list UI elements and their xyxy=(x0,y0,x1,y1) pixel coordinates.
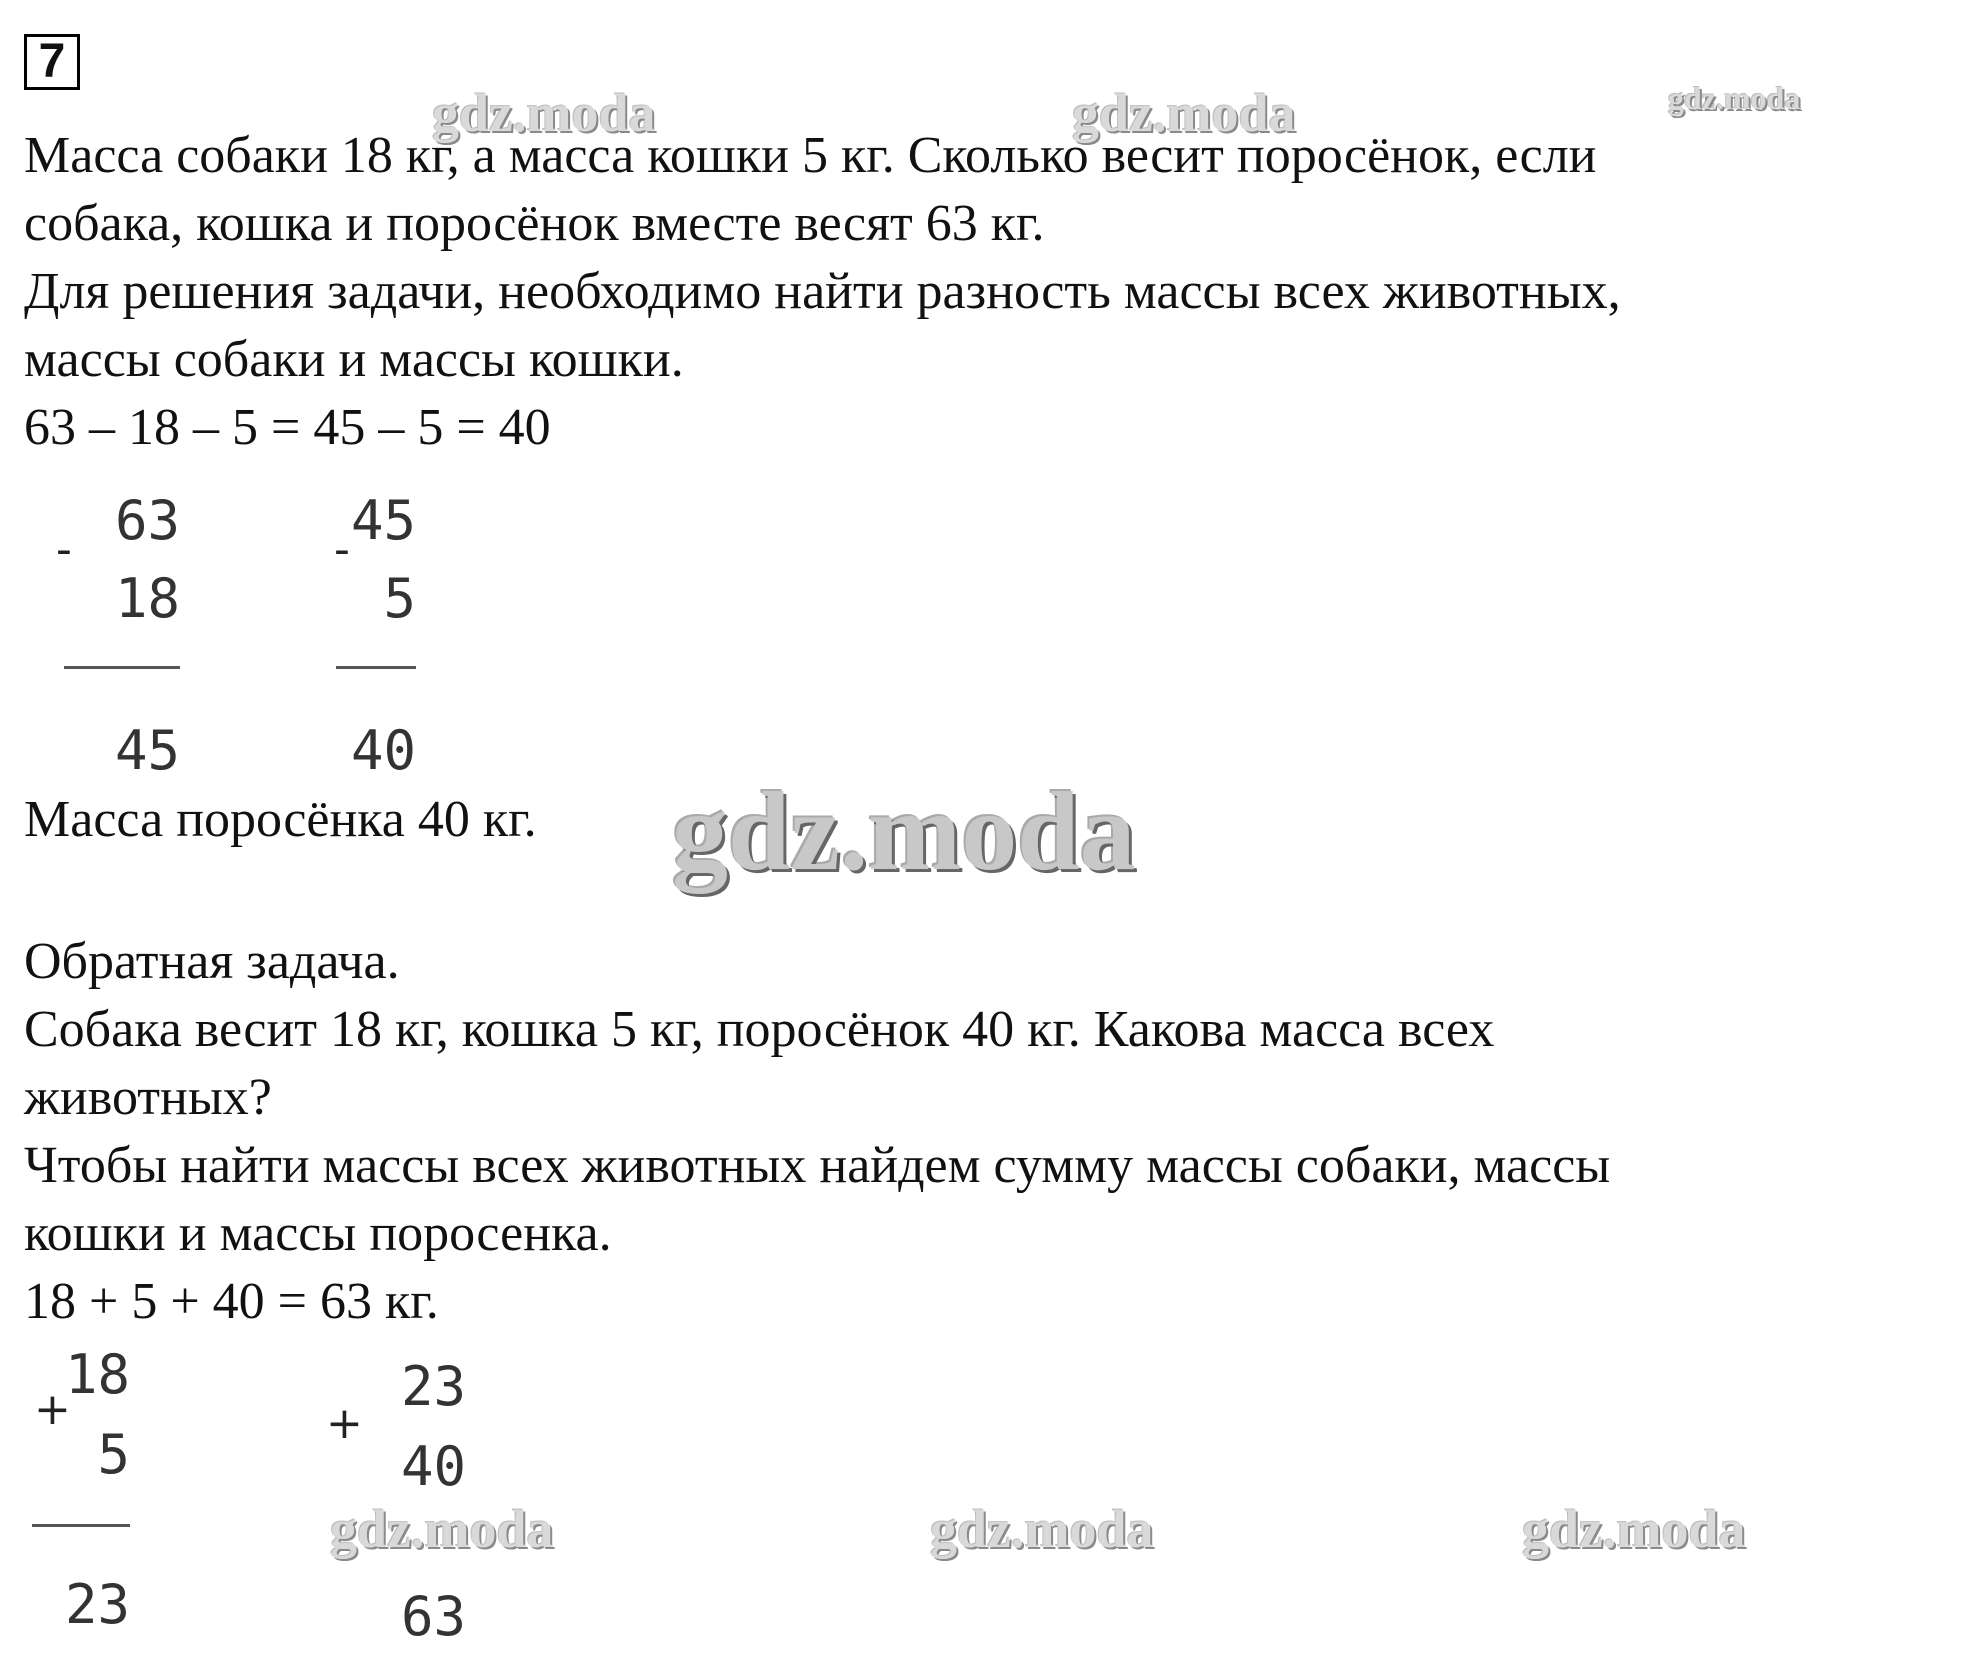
addend: 23 xyxy=(400,1355,466,1418)
plus-sign: + xyxy=(34,1384,71,1435)
solution-line: массы собаки и массы кошки. xyxy=(24,331,684,388)
minuend: 45 xyxy=(350,489,416,552)
result-line xyxy=(64,666,180,669)
result-line xyxy=(32,1524,130,1527)
difference: 45 xyxy=(114,719,180,782)
answer-line: Масса поросёнка 40 кг. xyxy=(24,791,537,848)
sum: 23 xyxy=(64,1573,130,1636)
problem-line: собака, кошка и поросёнок вместе весят 63 кг. xyxy=(24,195,1045,252)
watermark: gdz.moda xyxy=(672,770,1136,894)
task-number-badge: 7 xyxy=(24,34,80,90)
equation-line: 18 + 5 + 40 = 63 кг. xyxy=(24,1273,439,1330)
addend: 18 xyxy=(64,1343,130,1406)
minus-sign: - xyxy=(56,524,72,575)
addend: 5 xyxy=(97,1423,130,1486)
column-addition xyxy=(322,1348,466,1648)
column-subtraction xyxy=(50,488,180,782)
inverse-heading: Обратная задача. xyxy=(24,933,400,990)
watermark: gdz.moda xyxy=(1522,1499,1746,1559)
watermark: gdz.moda xyxy=(930,1499,1154,1559)
equation-line: 63 – 18 – 5 = 45 – 5 = 40 xyxy=(24,399,551,456)
addend: 40 xyxy=(400,1435,466,1498)
column-addition xyxy=(30,1343,130,1638)
inverse-line: Чтобы найти массы всех животных найдем сумму массы собаки, массы xyxy=(24,1137,1611,1194)
watermark: gdz.moda xyxy=(1072,83,1296,143)
minuend: 63 xyxy=(114,489,180,552)
column-subtraction xyxy=(320,488,416,782)
sum: 63 xyxy=(400,1585,466,1648)
watermark: gdz.moda xyxy=(330,1499,554,1559)
difference: 40 xyxy=(350,719,416,782)
problem-line: Масса собаки 18 кг, а масса кошки 5 кг. Сколько весит поросёнок, если xyxy=(24,127,1597,184)
inverse-line: кошки и массы поросенка. xyxy=(24,1205,612,1262)
inverse-line: Собака весит 18 кг, кошка 5 кг, поросёнок 40 кг. Какова масса всех xyxy=(24,1001,1495,1058)
watermark: gdz.moda xyxy=(432,83,656,143)
watermark: gdz.moda xyxy=(1668,80,1801,116)
subtrahend: 5 xyxy=(383,567,416,630)
inverse-line: животных? xyxy=(24,1069,272,1126)
solution-line: Для решения задачи, необходимо найти разность массы всех животных, xyxy=(24,263,1621,320)
result-line xyxy=(336,666,416,669)
plus-sign: + xyxy=(326,1398,363,1449)
subtrahend: 18 xyxy=(114,567,180,630)
minus-sign: - xyxy=(334,524,350,575)
